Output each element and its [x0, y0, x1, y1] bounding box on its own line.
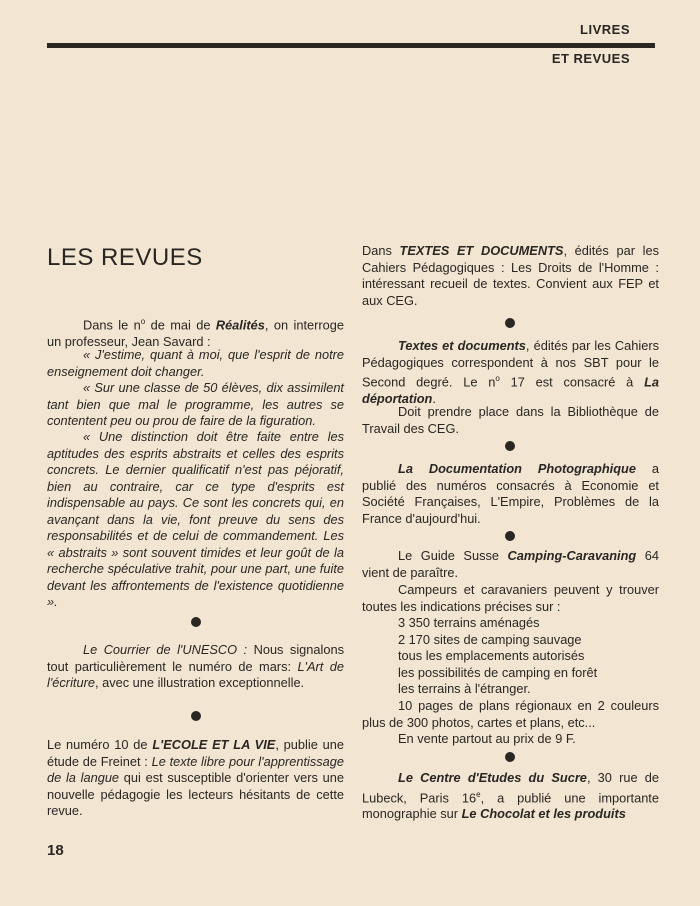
quote-1: « J'estime, quant à moi, que l'esprit de notre enseignement doit changer.: [47, 347, 344, 379]
topic-chocolat: Le Chocolat et les produits: [461, 806, 626, 822]
journal-documentation-photographique: La Documentation Photographique: [398, 461, 636, 476]
section-label-livres: LIVRES: [580, 22, 630, 37]
journal-ecole-et-la-vie: L'ECOLE ET LA VIE: [152, 737, 276, 752]
separator-dot: [505, 752, 515, 762]
guide-susse-paragraph: Le Guide Susse Camping-Caravaning 64 vient de paraître.: [362, 548, 659, 580]
list-item: les possibilités de camping en forêt: [398, 664, 598, 680]
deportation-paragraph: Textes et documents, édités par les Cahiers Pédagogiques correspondent à nos SBT pour le Second degré. Le $n^o$ 17 est consacré à La déportation.: [362, 338, 659, 406]
list-item: les terrains à l'étranger.: [398, 681, 531, 696]
campeurs-paragraph: Campeurs et caravaniers peuvent y trouver toutes les indications précises sur :: [362, 582, 659, 614]
separator-dot: [191, 711, 201, 721]
centre-sucre-paragraph: Le Centre d'Etudes du Sucre, 30 rue de Lubeck, Paris 16e, a publié une importante monographie sur Le Chocolat et les produits: [362, 770, 660, 822]
journal-unesco: Le Courrier de l'UNESCO :: [83, 642, 248, 657]
realites-paragraph: Dans le $n^o$ de mai de Réalités, on interroge un professeur, Jean Savard :: [47, 317, 344, 349]
journal-textes-et-documents: TEXTES ET DOCUMENTS: [399, 243, 564, 258]
study-title: Le texte libre pour l'apprentissage de la langue: [47, 753, 344, 785]
list-item: 3 350 terrains aménagés: [398, 615, 540, 630]
page-number: 18: [47, 842, 64, 859]
page-title: LES REVUES: [47, 244, 203, 271]
journal-realites: Réalités: [215, 317, 265, 333]
price-paragraph: En vente partout au prix de 9 F.: [398, 731, 576, 746]
separator-dot: [191, 617, 201, 627]
list-item: tous les emplacements autorisés: [398, 648, 585, 663]
unesco-paragraph: Le Courrier de l'UNESCO : Nous signalons tout particulièrement le numéro de mars: L'Art de l'écriture, avec une illustration exceptionnelle.: [47, 642, 344, 690]
separator-dot: [505, 318, 515, 328]
quote-2: « Sur une classe de 50 élèves, dix assimilent tant bien que mal le programme, les autres se contentent peu ou prou de faire de la figuration.: [47, 380, 344, 428]
separator-dot: [505, 531, 515, 541]
topic-deportation: La déportation: [362, 374, 659, 406]
terrain-list: [362, 615, 659, 698]
separator-dot: [505, 441, 515, 451]
list-item: 2 170 sites de camping sauvage: [398, 631, 582, 647]
quote-3: « Une distinction doit être faite entre les aptitudes des esprits abstraits et celles des esprits concrets. Le dernier qualificatif n'est pas péjoratif, bien au contraire, car ce type d'esprits est indispensable au pays. Ce sont les concrets qui, en avançant dans la vie, font preuve du sens des responsabilités et de celui de commandement. Les « abstraits » sont souvent timides et leur goût de la recherche spéculative trahit, pour une part, une fuite devant les affrontements de l'existence quotidienne ».: [47, 429, 344, 609]
plans-paragraph: 10 pages de plans régionaux en 2 couleurs plus de 300 photos, cartes et plans, etc...: [362, 698, 659, 730]
section-label-et-revues: ET REVUES: [551, 51, 630, 66]
ecole-paragraph: Le numéro 10 de L'ECOLE ET LA VIE, publie une étude de Freinet : Le texte libre pour l'apprentissage de la langue qui est susceptible d'orienter vers une nouvelle pédagogie les lecteurs hésitants de cette revue.: [47, 737, 345, 818]
textes-documents-paragraph: Dans TEXTES ET DOCUMENTS, édités par les Cahiers Pédagogiques : Les Droits de l'Homme : intéressant recueil de textes. Convient aux FEP et aux CEG.: [362, 243, 659, 308]
guide-title: Camping-Caravaning: [507, 548, 637, 563]
org-centre-etudes-sucre: Le Centre d'Etudes du Sucre: [398, 770, 587, 785]
journal-textes-documents: Textes et documents: [398, 338, 526, 353]
bibliotheque-paragraph: Doit prendre place dans la Bibliothèque de Travail des CEG.: [362, 404, 659, 436]
header-rule: [47, 43, 655, 48]
issue-title: L'Art de l'écriture: [47, 658, 344, 690]
documentation-photo-paragraph: La Documentation Photographique a publié des numéros consacrés à Economie et Société Françaises, L'Empire, Problèmes de la France d'aujourd'hui.: [362, 461, 659, 526]
